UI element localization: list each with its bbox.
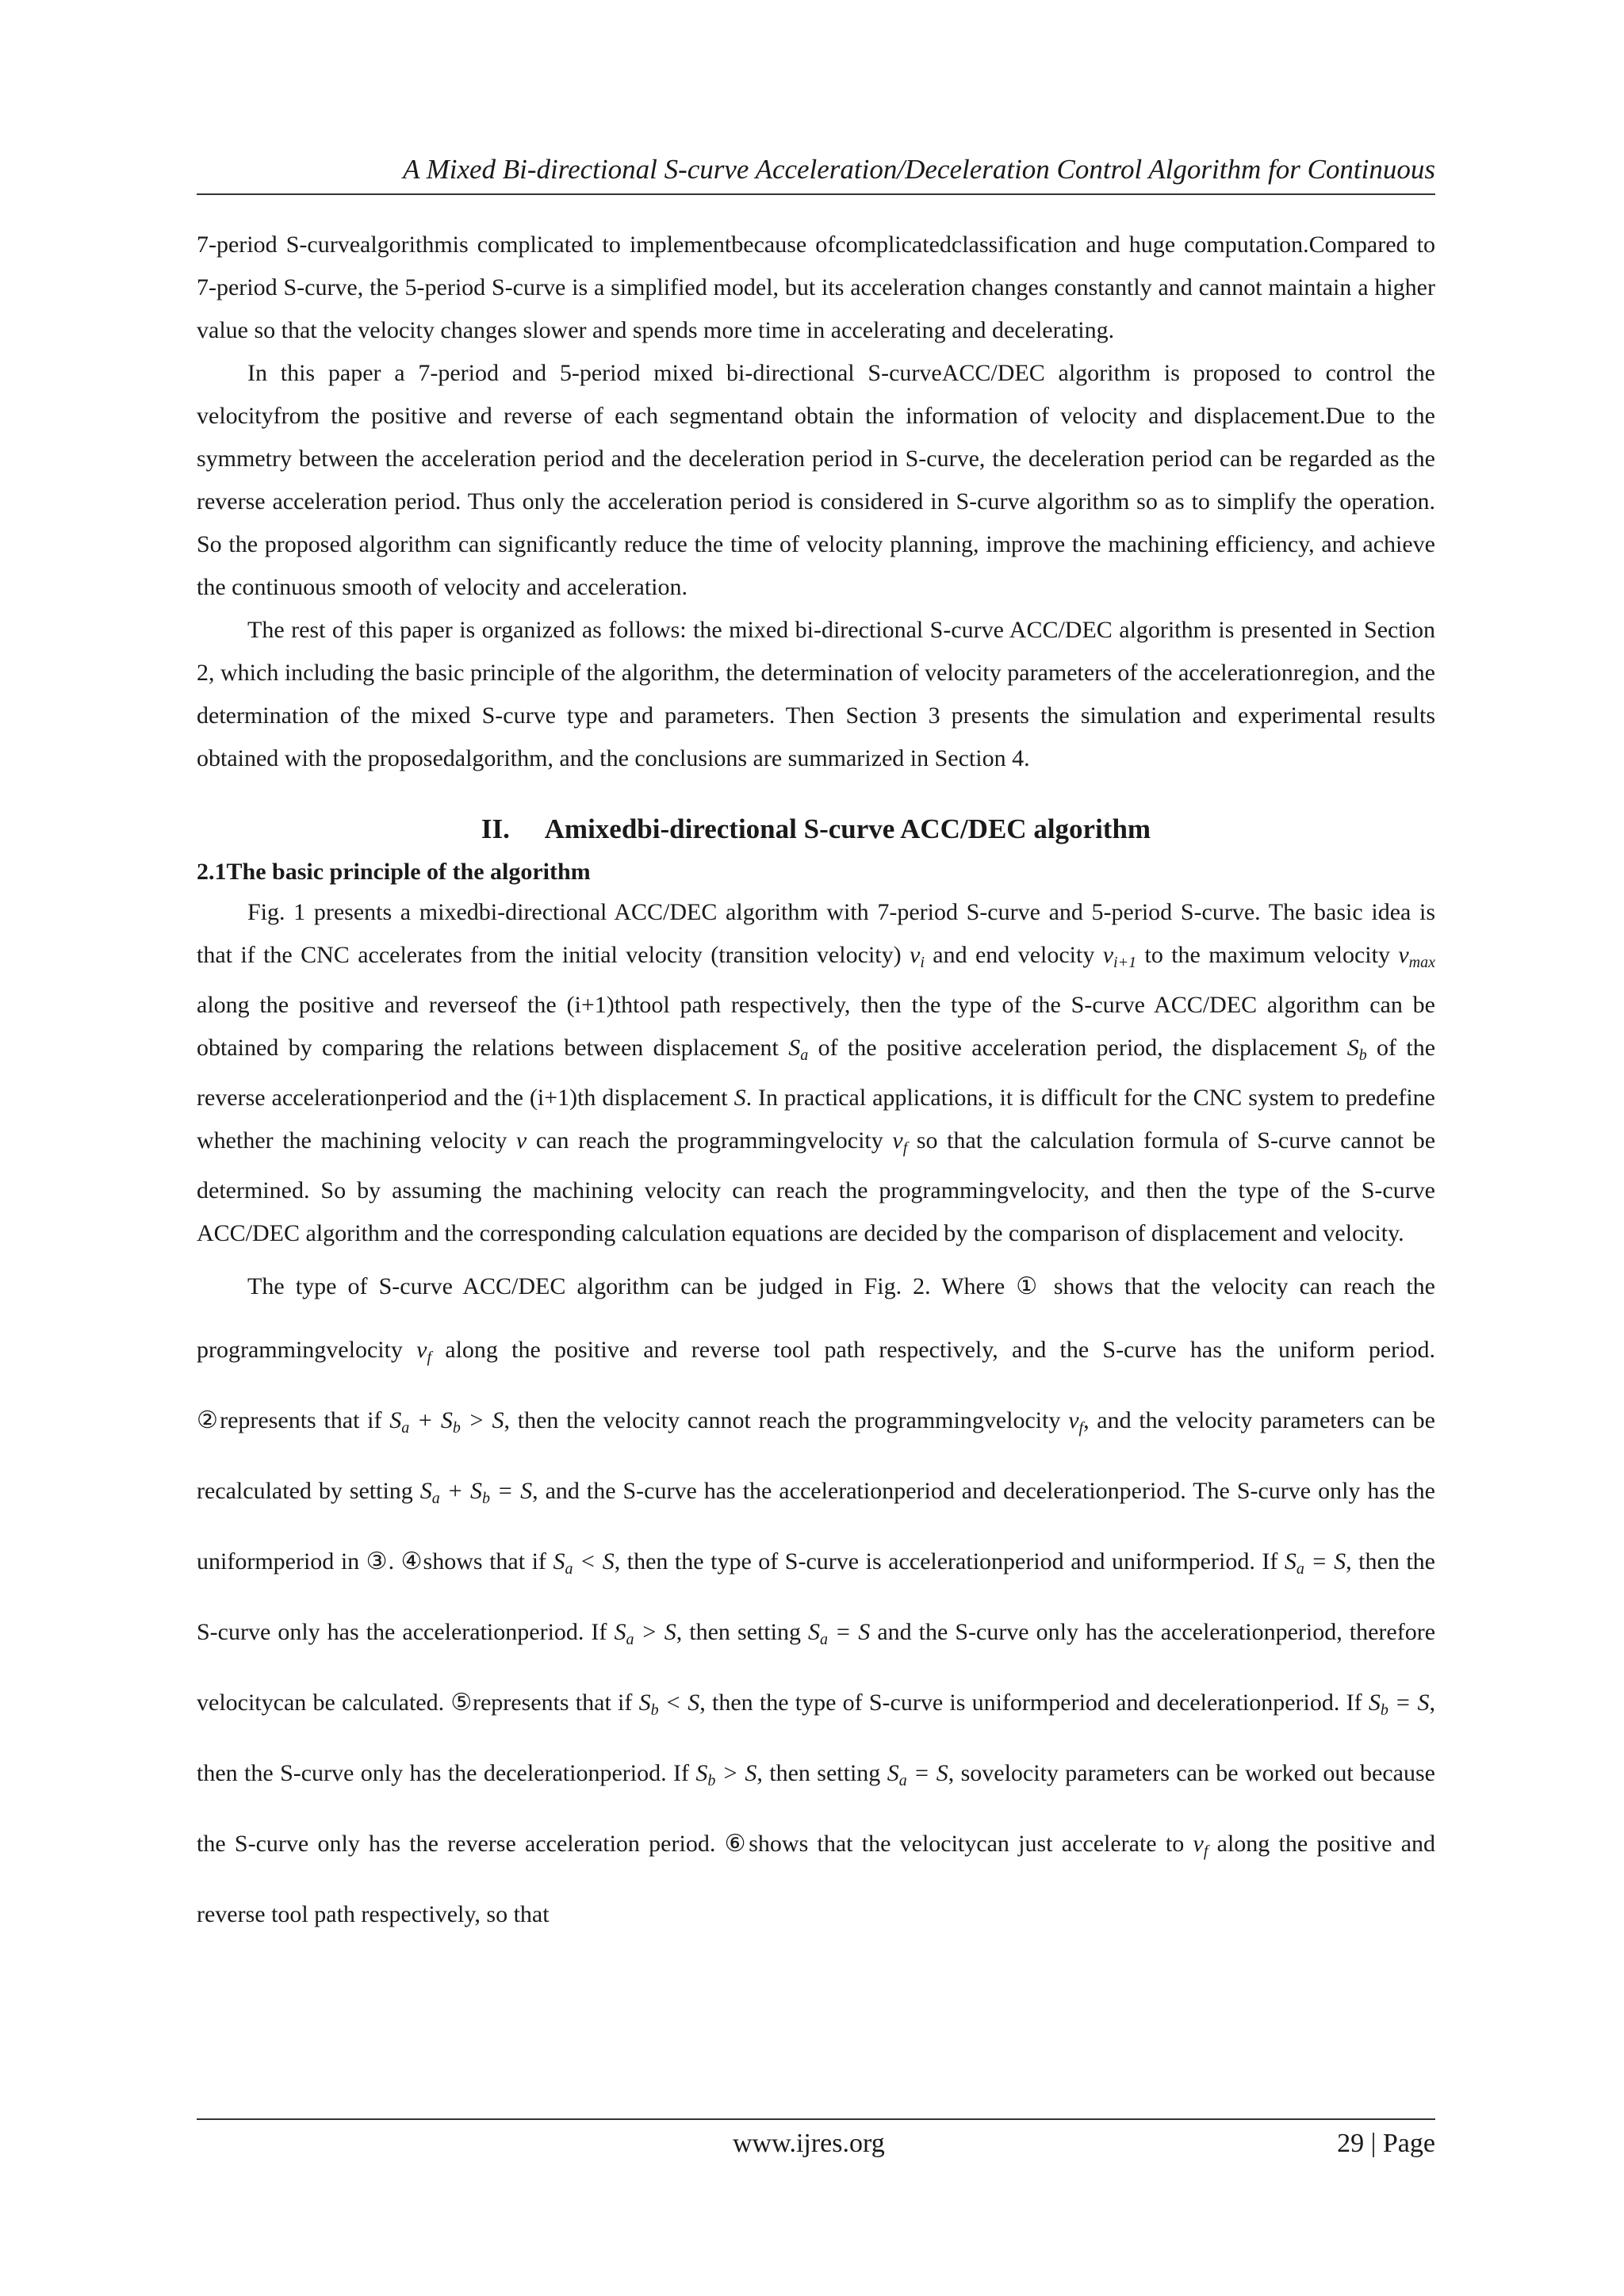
math-v-max: $v_{max}$ [1398,942,1435,971]
math-v-i: $v_i$ [910,942,925,971]
math-sa-eq-s: $S_a = S$ [887,1760,948,1789]
paragraph-3: The rest of this paper is organized as follows: the mixed bi-directional S-curve ACC/DEC algorithm is presented in Section 2, which including the basic principle of the algorithm, the determination of velocity parameters of the accelerationregion, and the determination of the mixed S-curve type and parameters. Then Section 3 presents the simulation and experimental results obtained with the proposedalgorithm, and the conclusions are summarized in Section 4. [197,617,1435,771]
math-s: S [733,1085,746,1111]
running-header: A Mixed Bi-directional S-curve Acceleration/Deceleration Control Algorithm for Continuous [403,154,1435,185]
math-s-b: $S_b$ [1346,1035,1367,1064]
math-v-f: $v_f$ [1068,1407,1084,1437]
paragraph-2: In this paper a 7-period and 5-period mixed bi-directional S-curveACC/DEC algorithm is proposed to control the velocityfrom the positive and reverse of each segmentand obtain the information of velocity and displacement.Due to the symmetry between the acceleration period and the deceleration period in S-curve, the deceleration period can be regarded as the reverse acceleration period. Thus only the acceleration period is considered in S-curve algorithm so as to simplify the operation. So the proposed algorithm can significantly reduce the time of velocity planning, improve the machining efficiency, and achieve the continuous smooth of velocity and acceleration. [197,360,1435,600]
math-v-f: $v_f$ [1193,1831,1208,1860]
paragraph-1: 7-period S-curvealgorithmis complicated to implementbecause ofcomplicatedclassification and huge computation.Compared to 7-period S-curve, the 5-period S-curve is a simplified model, but its acceleration changes constantly and cannot maintain a higher value so that the velocity changes slower and spends more time in accelerating and decelerating. [197,232,1435,343]
math-sa-eq-s: $S_a = S$ [1284,1548,1346,1578]
math-sb-lt-s: $S_b < S$ [638,1689,700,1719]
math-v-f: $v_f$ [416,1337,432,1366]
page-number: 29 | Page [1337,2129,1435,2158]
footer-url: www.ijres.org [733,2129,885,2158]
math-v-f: $v_f$ [892,1127,908,1157]
math-sa-plus-sb-gt-s: $S_a + S_b > S$ [389,1407,504,1437]
section-title-text: Amixedbi-directional S-curve ACC/DEC algorithm [544,813,1151,844]
math-sa-lt-s: $S_a < S$ [553,1548,615,1578]
paragraph-4: Fig. 1 presents a mixedbi-directional ACC/DEC algorithm with 7-period S-curve and 5-period S-curve. The basic idea is that if the CNC accelerates from the initial velocity (transition velocity) $v_i$ and end velocity $v_{i+1}$ to the maximum velocity $v_{max}$ along the positive and reverseof the (i+1)thtool path respectively, then the type of the S-curve ACC/DEC algorithm can be obtained by comparing the relations between displacement $S_a$ of the positive acceleration period, the displacement $S_b$ of the reverse accelerationperiod and the (i+1)th displacement S. In practical applications, it is difficult for the CNC system to predefine whether the machining velocity v can reach the programmingvelocity $v_f$ so that the calculation formula of S-curve cannot be determined. So by assuming the machining velocity can reach the programmingvelocity, and then the type of the S-curve ACC/DEC algorithm and the corresponding calculation equations are decided by the comparison of displacement and velocity. [197,899,1436,1246]
math-s-a: $S_a$ [788,1035,809,1064]
section-heading [197,806,1435,853]
subsection-heading: 2.1The basic principle of the algorithm [197,859,591,885]
page-body [197,224,1435,1946]
section-number: II. [481,813,510,844]
header-rule [197,193,1435,195]
math-v-i1: $v_{i+1}$ [1102,942,1137,971]
paragraph-5: The type of S-curve ACC/DEC algorithm can be judged in Fig. 2. Where ① shows that the velocity can reach the programmingvelocity $v_f$ along the positive and reverse tool path respectively, and the S-curve has the uniform period. ②represents that if $S_a + S_b > S$, then the velocity cannot reach the programmingvelocity $v_f$, and the velocity parameters can be recalculated by setting $S_a + S_b = S$, and the S-curve has the accelerationperiod and decelerationperiod. The S-curve only has the uniformperiod in ③. ④shows that if $S_a < S$, then the type of S-curve is accelerationperiod and uniformperiod. If $S_a = S$, then the S-curve only has the accelerationperiod. If $S_a > S$, then setting $S_a = S$ and the S-curve only has the accelerationperiod, therefore velocitycan be calculated. ⑤represents that if $S_b < S$, then the type of S-curve is uniformperiod and decelerationperiod. If $S_b = S$, then the S-curve only has the decelerationperiod. If $S_b > S$, then setting $S_a = S$, sovelocity parameters can be worked out because the S-curve only has the reverse acceleration period. ⑥shows that the velocitycan just accelerate to $v_f$ along the positive and reverse tool path respectively, so that [197,1273,1436,1927]
math-sa-gt-s: $S_a > S$ [614,1619,676,1648]
math-sa-eq-s: $S_a = S$ [807,1619,871,1648]
footer-rule [197,2118,1435,2120]
math-sb-gt-s: $S_b > S$ [695,1760,757,1789]
math-v: v [515,1127,527,1154]
math-sa-plus-sb-eq-s: $S_a + S_b = S$ [419,1478,533,1507]
math-sb-eq-s: $S_b = S$ [1368,1689,1430,1719]
